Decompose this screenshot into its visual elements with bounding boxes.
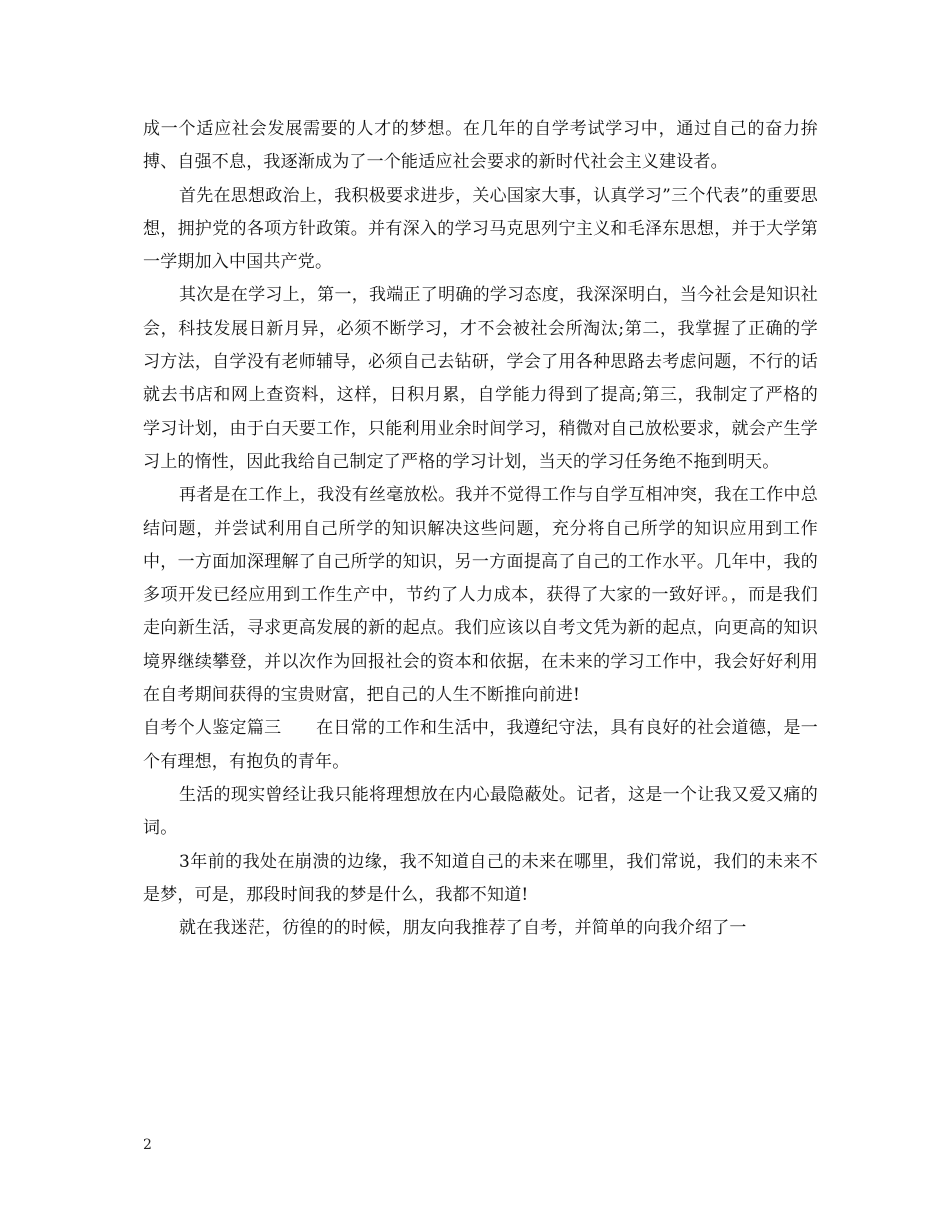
paragraph-4: 再者是在工作上，我没有丝毫放松。我并不觉得工作与自学互相冲突，我在工作中总结问题，并尝试利用自己所学的知识解决这些问题，充分将自己所学的知识应用到工作中，一方面加深理解了自己所学的知识，另一方面提高了自己的工作水平。几年中，我的多项开发已经应用到工作生产中，节约了人力成本，获得了大家的一致好评。，而是我们走向新生活，寻求更高发展的新的起点。我们应该以自考文凭为新的起点，向更高的知识境界继续攀登，并以次作为回报社会的资本和依据，在未来的学习工作中，我会好好利用在自考期间获得的宝贵财富，把自己的人生不断推向前进! [143,485,818,706]
paragraph-1: 成一个适应社会发展需要的人才的梦想。在几年的自学考试学习中，通过自己的奋力拚搏、自强不息，我逐渐成为了一个能适应社会要求的新时代社会主义建设者。 [143,119,818,173]
paragraph-2: 首先在思想政治上，我积极要求进步，关心国家大事，认真学习”三个代表”的重要思想，拥护党的各项方针政策。并有深入的学习马克思列宁主义和毛泽东思想，并于大学第一学期加入中国共产党。 [143,185,818,273]
paragraph-6: 生活的现实曾经让我只能将理想放在内心最隐蔽处。记者，这是一个让我又爱又痛的词。 [143,784,818,839]
paragraph-3: 其次是在学习上，第一，我端正了明确的学习态度，我深深明白，当今社会是知识社会，科技发展日新月异，必须不断学习，才不会被社会所淘汰;第二，我掌握了正确的学习方法，自学没有老师辅导，必须自己去钻研，学会了用各种思路去考虑问题，不行的话就去书店和网上查资料，这样，日积月累，自学能力得到了提高;第三，我制定了严格的学习计划，由于白天要工作，只能利用业余时间学习，稍微对自己放松要求，就会产生学习上的惰性，因此我给自己制定了严格的学习计划，当天的学习任务绝不拖到明天。 [143,285,818,472]
paragraph-7: 3年前的我处在崩溃的边缘，我不知道自己的未来在哪里，我们常说，我们的未来不是梦，可是，那段时间我的梦是什么，我都不知道! [143,851,818,905]
document-body [143,113,818,945]
paragraph-5-section-heading: 自考个人鉴定篇三 在日常的工作和生活中，我遵纪守法，具有良好的社会道德，是一个有理想，有抱负的青年。 [143,718,818,772]
page-number: 2 [143,1137,152,1153]
paragraph-8: 就在我迷茫，彷徨的的时候，朋友向我推荐了自考，并简单的向我介绍了一 [179,918,747,939]
